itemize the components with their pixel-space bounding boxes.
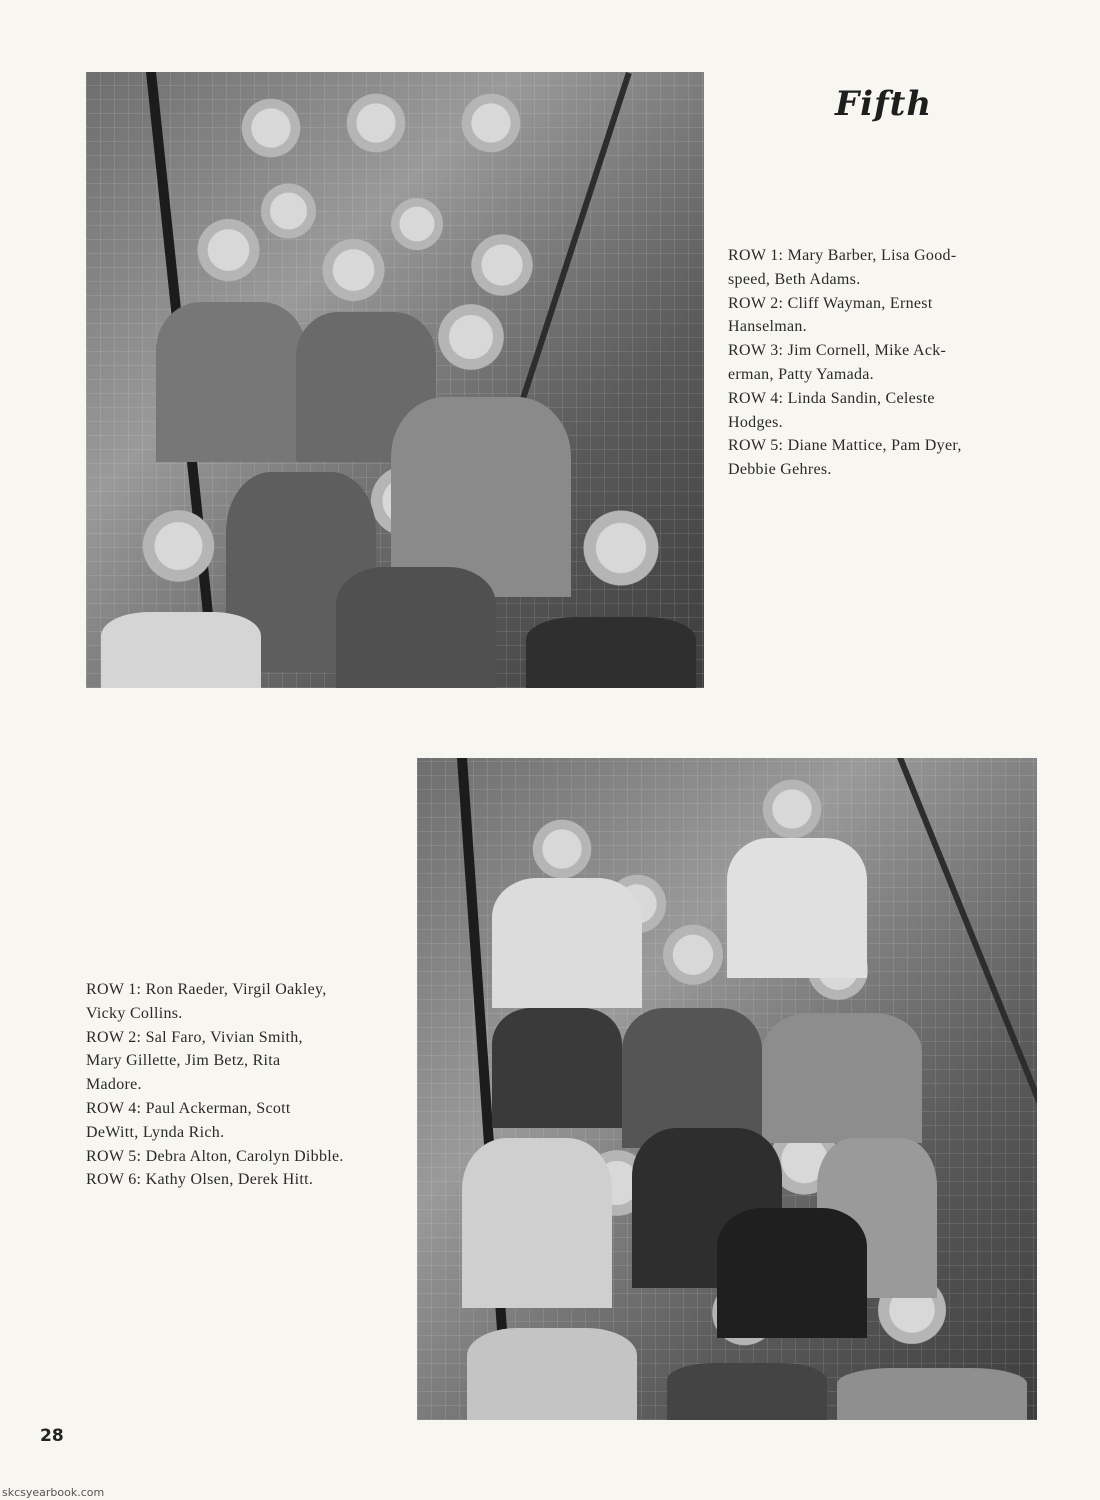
caption-line: ROW 6: Kathy Olsen, Derek Hitt.: [86, 1171, 314, 1189]
watermark: skcsyearbook.com: [2, 1486, 105, 1499]
caption-line: DeWitt, Lynda Rich.: [86, 1123, 225, 1141]
caption-line: ROW 1: Ron Raeder, Virgil Oakley,: [86, 981, 327, 998]
caption-line: ROW 4: Paul Ackerman, Scott: [86, 1099, 291, 1117]
student: [341, 87, 411, 177]
caption-line: Mary Gillette, Jim Betz, Rita: [86, 1052, 281, 1070]
student: [456, 87, 526, 177]
student-body: [101, 612, 261, 688]
caption-line: ROW 2: Sal Faro, Vivian Smith,: [86, 1028, 303, 1046]
caption-line: ROW 5: Debra Alton, Carolyn Dibble.: [86, 1147, 344, 1165]
page-title: Fifth: [835, 84, 933, 124]
student: [576, 502, 666, 617]
student: [136, 502, 221, 612]
student-body: [492, 1008, 622, 1128]
student: [386, 192, 448, 272]
caption-line: ROW 3: Jim Cornell, Mike Ack-: [728, 342, 947, 360]
student: [236, 92, 306, 182]
caption-line: erman, Patty Yamada.: [728, 365, 874, 383]
caption-line: ROW 2: Cliff Wayman, Ernest: [728, 294, 933, 312]
student-body: [762, 1013, 922, 1143]
caption-line: speed, Beth Adams.: [728, 270, 861, 288]
class-photo-bottom: [417, 758, 1037, 1420]
caption-line: Vicky Collins.: [86, 1004, 183, 1022]
student-body: [336, 567, 496, 688]
student-body: [622, 1008, 762, 1148]
caption-bottom: [86, 978, 344, 1192]
student-body: [467, 1328, 637, 1420]
student-body: [526, 617, 696, 688]
student-body: [492, 878, 642, 1008]
caption-line: Madore.: [86, 1076, 142, 1094]
student: [256, 177, 321, 262]
caption-line: ROW 1: Mary Barber, Lisa Good-: [728, 247, 957, 264]
caption-line: Hodges.: [728, 413, 783, 431]
student-body: [717, 1208, 867, 1338]
caption-top: [728, 244, 962, 482]
caption-line: ROW 4: Linda Sandin, Celeste: [728, 389, 935, 407]
student-body: [837, 1368, 1027, 1420]
student-body: [462, 1138, 612, 1308]
caption-line: ROW 5: Diane Mattice, Pam Dyer,: [728, 437, 962, 455]
student-body: [727, 838, 867, 978]
student-body: [667, 1363, 827, 1420]
student: [657, 918, 729, 1010]
caption-line: Debbie Gehres.: [728, 461, 832, 479]
student: [431, 297, 511, 397]
caption-line: Hanselman.: [728, 318, 807, 336]
class-photo-top: [86, 72, 704, 688]
page-number: 28: [40, 1426, 64, 1446]
student-body: [156, 302, 306, 462]
student: [191, 212, 266, 307]
